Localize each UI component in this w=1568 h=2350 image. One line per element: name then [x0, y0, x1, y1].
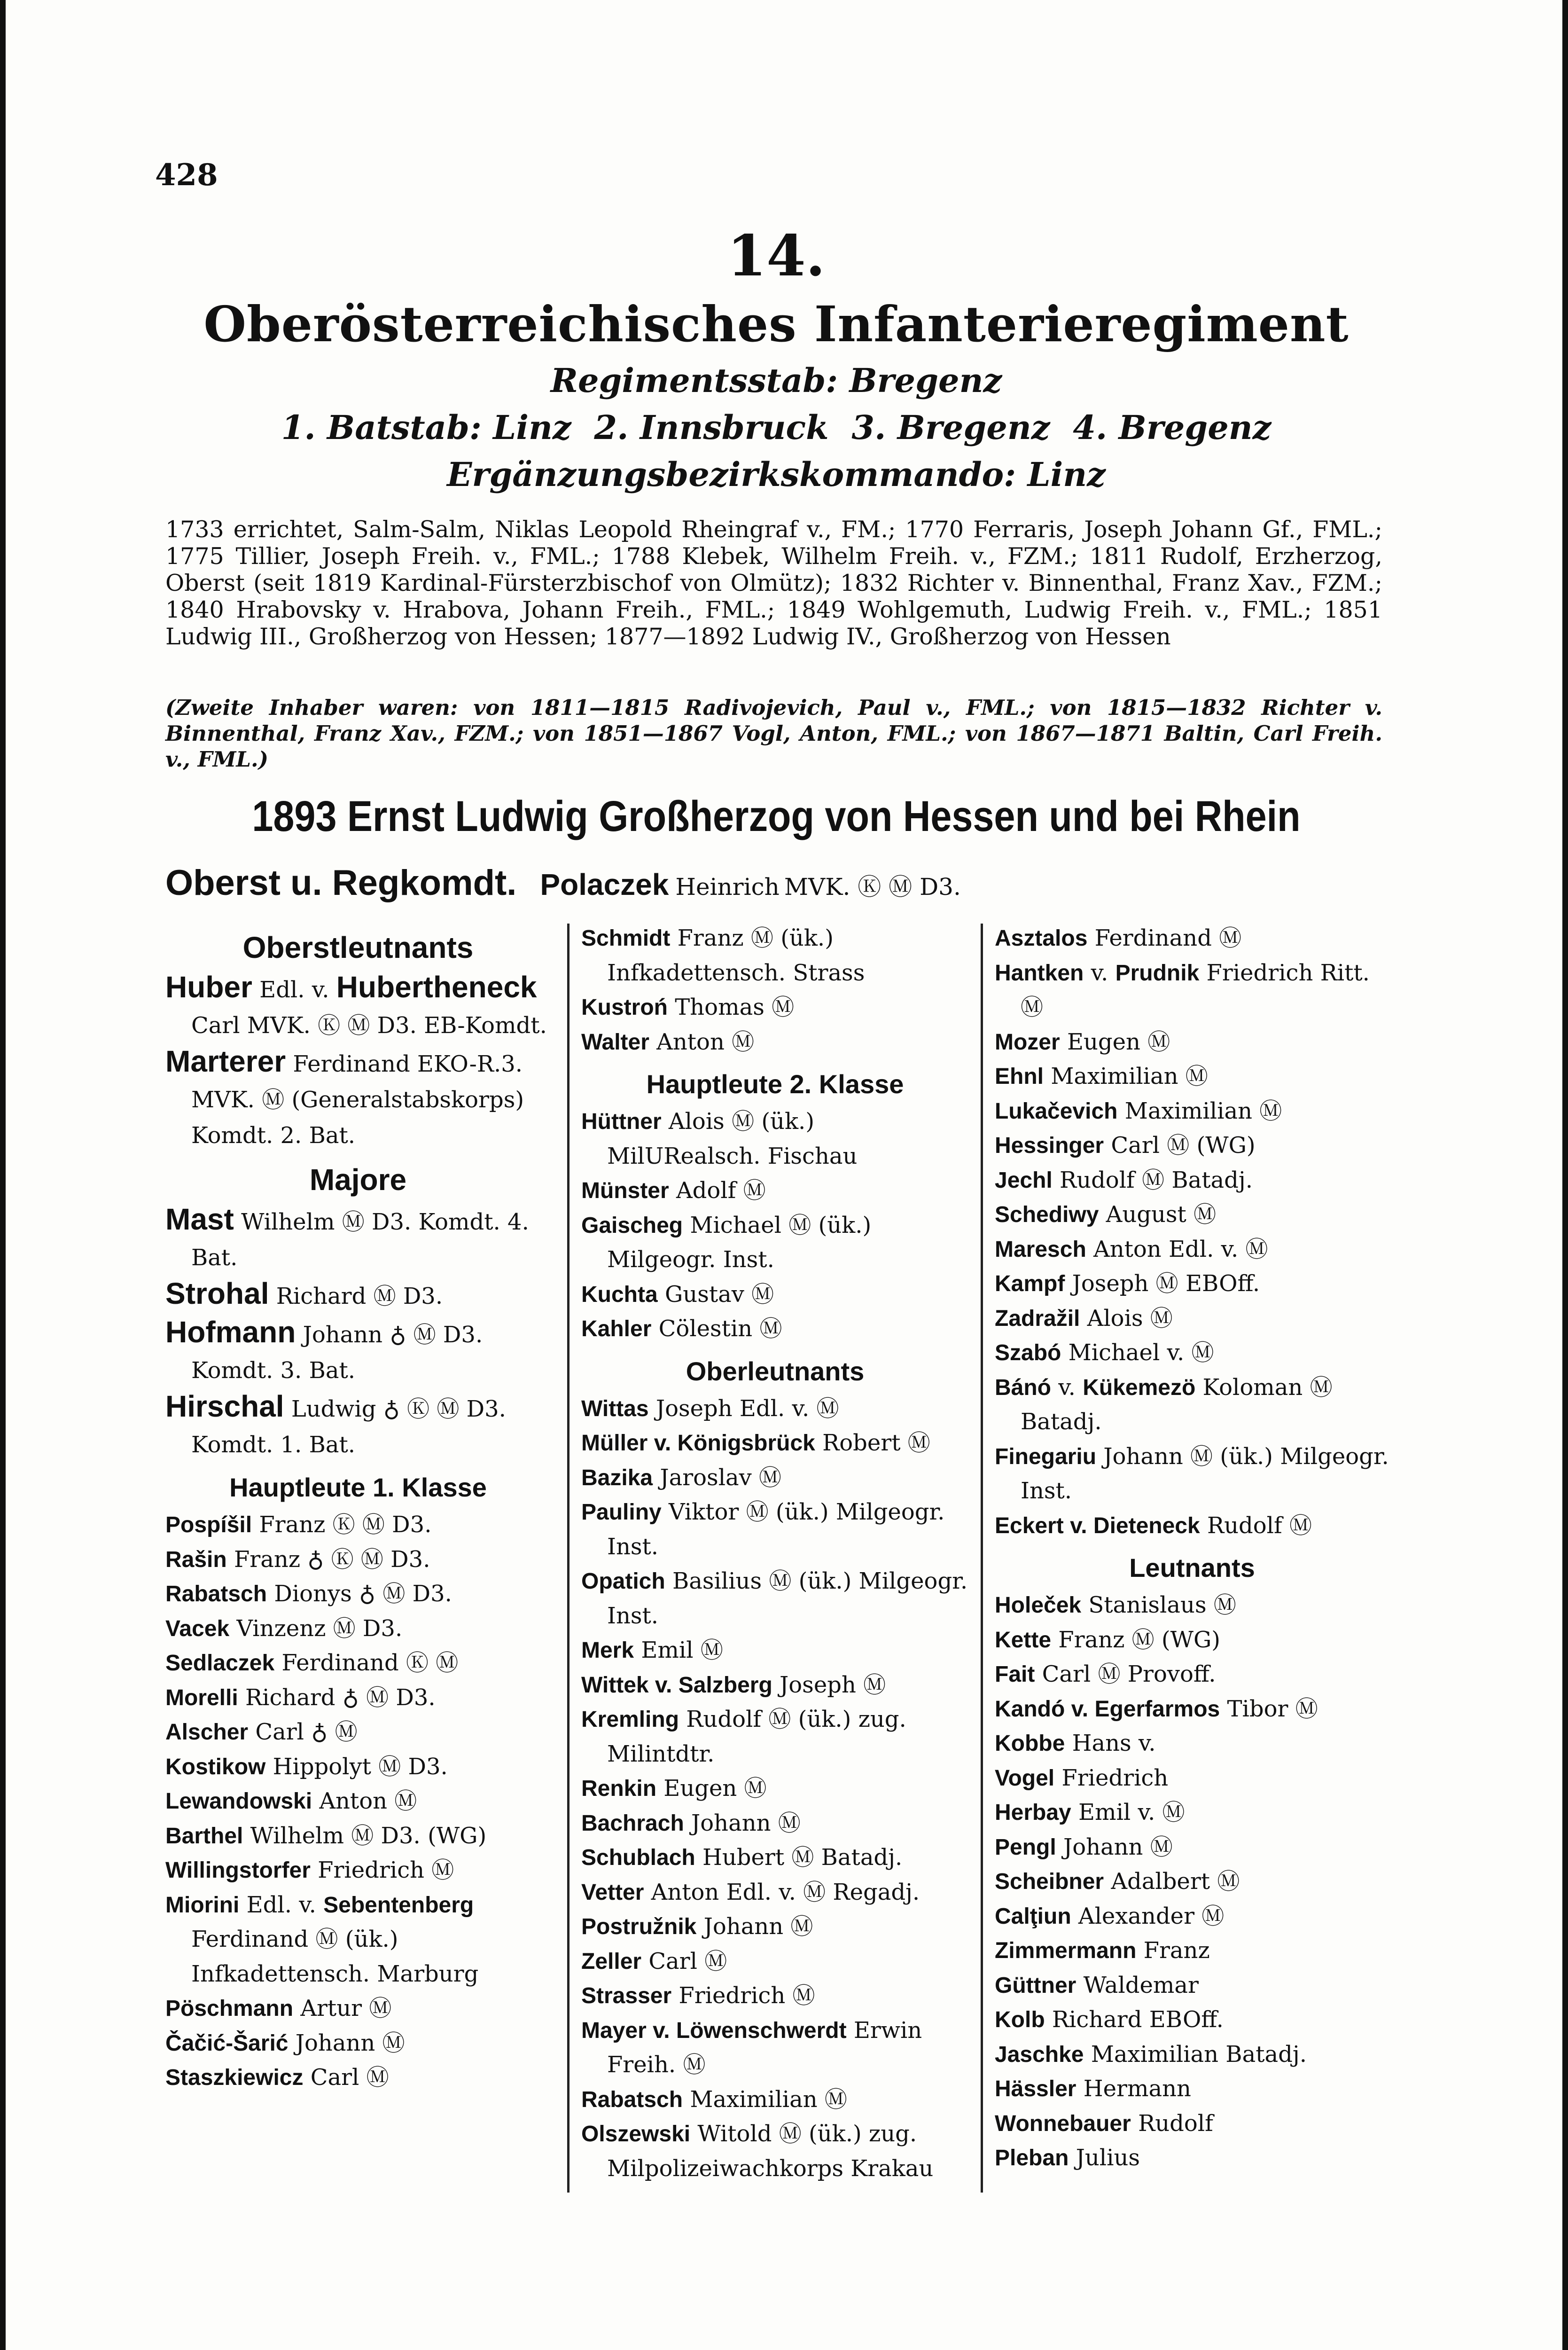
surname: Zadražil [995, 1306, 1080, 1331]
entry-details: Hans v. [1065, 1730, 1156, 1756]
roster-entry [995, 1128, 1389, 1163]
surname: Pöschmann [165, 1996, 294, 2021]
roster-entry [995, 1968, 1389, 2003]
entry-details-continued: Friedrich Ritt. Ⓜ [1021, 959, 1370, 1020]
roster-entry [165, 1543, 551, 1577]
ergaenzung-line: Ergänzungsbezirkskommando: Linz [447, 455, 1106, 494]
roster-entry [581, 1668, 969, 1703]
entry-details: Joseph Ⓜ EBOff. [1065, 1270, 1260, 1297]
regiment-title: Oberösterreichisches Infanterieregiment [203, 295, 1349, 353]
oberst-decorations: MVK. Ⓚ Ⓜ D3. [784, 873, 961, 901]
surname-predicate: Sebentenberg [323, 1892, 474, 1918]
surname: Fait [995, 1662, 1035, 1687]
roster-entry [581, 1979, 969, 2013]
roster-entry [995, 1588, 1389, 1623]
entry-details: Carl Ⓜ [303, 2064, 389, 2091]
surname: Kobbe [995, 1731, 1065, 1756]
surname: Willingstorfer [165, 1858, 311, 1883]
entry-details: Franz Ⓚ Ⓜ D3. [252, 1512, 432, 1538]
surname: Bánó [995, 1375, 1051, 1400]
surname: Mast [165, 1202, 234, 1236]
surname: Kahler [581, 1316, 652, 1341]
entry-details: Richard EBOff. [1045, 2006, 1224, 2033]
surname: Opatich [581, 1569, 665, 1594]
surname: Wittek v. Salzberg [581, 1672, 772, 1698]
regiment-number: 14. [727, 223, 826, 289]
roster-entry [165, 1276, 551, 1314]
section-heading: Leutnants [1129, 1553, 1255, 1582]
entry-details: Hippolyt Ⓜ D3. [265, 1753, 448, 1780]
entry-details: Edl. v. [239, 1891, 324, 1918]
surname: Zimmermann [995, 1938, 1137, 1963]
roster-entry [165, 1888, 551, 1992]
regiment-owner: 1893 Ernst Ludwig Großherzog von Hessen und bei Rhein [252, 792, 1301, 840]
surname: Rabatsch [581, 2087, 683, 2112]
roster-entry [165, 1784, 551, 1819]
entry-details: Friedrich Ⓜ [310, 1857, 454, 1883]
entry-details: Michael v. Ⓜ [1061, 1340, 1214, 1366]
roster-entry [581, 1806, 969, 1841]
roster-entry [995, 1509, 1389, 1543]
surname: Walter [581, 1029, 649, 1055]
entry-details: Alois Ⓜ (ük.) MilURealsch. Fischau [607, 1108, 858, 1169]
roster-entry [165, 1612, 551, 1646]
surname: Müller v. Königsbrück [581, 1431, 815, 1456]
section-heading: Oberstleutnants [242, 931, 474, 964]
roster-entry [995, 1440, 1389, 1509]
surname: Alscher [165, 1720, 249, 1745]
entry-details: Vinzenz Ⓜ D3. [229, 1615, 403, 1642]
roster-entry [995, 1830, 1389, 1865]
roster-entry [995, 2072, 1389, 2107]
roster-entry [581, 1426, 969, 1461]
entry-details: Tibor Ⓜ [1220, 1695, 1318, 1722]
entry-details: Eugen Ⓜ [656, 1775, 767, 1802]
section-heading: Oberleutnants [686, 1356, 865, 1386]
entry-details: Johann ♁ Ⓜ D3. Komdt. 3. Bat. [191, 1322, 483, 1384]
entry-details: Joseph Ⓜ [772, 1671, 886, 1698]
surname: Pleban [995, 2146, 1069, 2170]
roster-entry [581, 1025, 969, 1060]
entry-details: Robert Ⓜ [815, 1430, 930, 1456]
entry-details: Eugen Ⓜ [1060, 1028, 1170, 1055]
surname: Münster [581, 1178, 669, 1203]
entry-details: v. [1084, 959, 1116, 986]
roster-entry [165, 969, 551, 1043]
surname: Bachrach [581, 1810, 684, 1836]
entry-details: Friedrich [1054, 1764, 1169, 1791]
surname: Merk [581, 1638, 634, 1663]
roster-entry [581, 1461, 969, 1496]
entry-details: Friedrich Ⓜ [671, 1982, 815, 2009]
surname: Kolb [995, 2007, 1045, 2032]
roster-entry [995, 1094, 1389, 1129]
entry-details: Adalbert Ⓜ [1104, 1868, 1240, 1895]
entry-details: Wilhelm Ⓜ D3. Komdt. 4. Bat. [191, 1209, 529, 1271]
surname: Gaischeg [581, 1213, 683, 1238]
roster-entry [581, 1174, 969, 1208]
roster-entry [165, 2026, 551, 2061]
roster-entry [995, 1899, 1389, 1934]
entry-details: Maximilian Batadj. [1084, 2041, 1307, 2068]
entry-details: Maximilian Ⓜ [1117, 1097, 1282, 1124]
entry-details-continued: Carl MVK. Ⓚ Ⓜ D3. EB-Komdt. [191, 1012, 547, 1039]
entry-details: Viktor Ⓜ (ük.) Milgeogr. Inst. [607, 1499, 945, 1560]
roster-entry [165, 1819, 551, 1854]
entry-details: Rudolf Ⓜ (ük.) zug. Milintdtr. [607, 1706, 906, 1767]
roster-entry [581, 2013, 969, 2083]
entry-details: Ferdinand Ⓜ [1087, 925, 1242, 951]
batstab-line: 1. Batstab: Linz 2. Innsbruck 3. Bregenz 4. Bregenz [281, 408, 1272, 447]
entry-details: Witold Ⓜ (ük.) zug. Milpolizeiwachkorps Krakau [607, 2121, 934, 2182]
surname: Mozer [995, 1029, 1060, 1055]
surname: Wittas [581, 1396, 649, 1421]
surname: Huber [165, 970, 252, 1004]
roster-entry [995, 1864, 1389, 1899]
entry-details: Rudolf [1131, 2110, 1213, 2137]
entry-details: Anton Edl. v. Ⓜ Regadj. [644, 1879, 920, 1905]
surname: Bazika [581, 1465, 653, 1490]
roster-entry [995, 1726, 1389, 1761]
surname: Renkin [581, 1776, 657, 1801]
roster-entry [165, 1991, 551, 2026]
surname: Staszkiewicz [165, 2065, 304, 2090]
surname: Pauliny [581, 1500, 662, 1525]
entry-details: Julius [1069, 2145, 1140, 2171]
entry-details: Adolf Ⓜ [669, 1177, 766, 1204]
regiment-header [165, 221, 1387, 498]
entry-details: Richard ♁ Ⓜ D3. [238, 1684, 436, 1711]
roster-entry [581, 1633, 969, 1668]
roster-entry [581, 2117, 969, 2186]
second-owners-note: (Zweite Inhaber waren: von 1811—1815 Radivojevich, Paul v., FML.; von 1815—1832 Richter v. Binnenthal, Franz Xav., FZM.; von 1851—1867 Vogl, Anton, FML.; von 1867—1871 Baltin, Carl Freih. v., FML.) [165, 695, 1382, 772]
entry-details: Anton Ⓜ [649, 1028, 755, 1055]
regimentsstab-line: Regimentsstab: Bregenz [550, 361, 1002, 400]
roster-entry [581, 1875, 969, 1910]
page-number: 428 [155, 157, 218, 193]
roster-entry [995, 1692, 1389, 1727]
roster-entry [165, 1388, 551, 1463]
roster-entry [581, 990, 969, 1025]
surname-predicate: Hubertheneck [336, 970, 537, 1004]
roster-entry [995, 1267, 1389, 1301]
entry-details: Richard Ⓜ D3. [269, 1283, 443, 1309]
entry-details: Thomas Ⓜ [667, 994, 795, 1020]
roster-entry [581, 2083, 969, 2117]
roster-entry [995, 956, 1389, 1025]
roster-entry [165, 1750, 551, 1785]
roster-entry [995, 2037, 1389, 2072]
roster-entry [581, 1702, 969, 1771]
roster-entry [995, 2141, 1389, 2176]
surname: Sedlaczek [165, 1651, 275, 1676]
surname: Hüttner [581, 1109, 662, 1134]
roster-entry [995, 921, 1389, 956]
entry-details: Franz Ⓜ (ük.) Infkadettensch. Strass [607, 925, 865, 986]
roster-entry [581, 1495, 969, 1564]
roster-entry [165, 1577, 551, 1612]
entry-details: Wilhelm Ⓜ D3. (WG) [243, 1822, 487, 1849]
surname: Čačić-Šarić [165, 2030, 289, 2056]
surname: Postružnik [581, 1914, 697, 1939]
roster-entry [581, 1771, 969, 1806]
column-right [995, 921, 1389, 2176]
surname: Jaschke [995, 2042, 1084, 2067]
roster-entry [995, 1761, 1389, 1796]
roster-entry [581, 1208, 969, 1277]
entry-details: Maximilian Ⓜ [683, 2086, 847, 2113]
surname: Eckert v. Dieteneck [995, 1513, 1200, 1538]
entry-details: Rudolf Ⓜ [1200, 1512, 1312, 1539]
entry-details: Franz Ⓜ (WG) [1051, 1626, 1221, 1653]
surname: Kandó v. Egerfarmos [995, 1696, 1220, 1722]
surname: Schublach [581, 1845, 695, 1870]
roster-entry [995, 1301, 1389, 1336]
roster-entry [995, 1371, 1389, 1440]
surname: Hofmann [165, 1315, 296, 1349]
column-divider-right [981, 924, 983, 2193]
surname: Strohal [165, 1277, 269, 1310]
surname: Barthel [165, 1823, 243, 1849]
roster-entry [581, 1910, 969, 1944]
roster-entry [581, 1392, 969, 1426]
roster-entry [995, 1025, 1389, 1060]
entry-details: Emil v. Ⓜ [1071, 1799, 1185, 1825]
entry-details: Erwin Freih. Ⓜ [607, 2017, 922, 2078]
entry-details: Waldemar [1076, 1972, 1199, 1998]
entry-details-continued: Ferdinand Ⓜ (ük.) Infkadettensch. Marburg [191, 1926, 479, 1987]
roster-entry [581, 1312, 969, 1347]
surname: Schediwy [995, 1202, 1099, 1227]
surname-predicate: Prudnik [1115, 960, 1200, 986]
surname: Lewandowski [165, 1789, 312, 1814]
entry-details: Michael Ⓜ (ük.) Milgeogr. Inst. [607, 1212, 872, 1273]
roster-entry [995, 1657, 1389, 1692]
roster-entry [581, 1944, 969, 1979]
roster-entry [165, 1201, 551, 1276]
column-divider-left [567, 924, 569, 2193]
surname: Calţiun [995, 1904, 1071, 1929]
roster-entry [165, 1508, 551, 1543]
surname: Kampf [995, 1271, 1065, 1296]
surname: Finegariu [995, 1444, 1097, 1469]
roster-entry [165, 1043, 551, 1153]
entry-details: Hubert Ⓜ Batadj. [695, 1844, 903, 1871]
entry-details: Basilius Ⓜ (ük.) Milgeogr. Inst. [607, 1568, 968, 1629]
roster-entry [165, 1681, 551, 1716]
entry-details: Ferdinand Ⓚ Ⓜ [274, 1650, 459, 1676]
surname: Wonnebauer [995, 2111, 1131, 2136]
oberst-name: Polaczek [540, 868, 669, 901]
surname: Jechl [995, 1167, 1053, 1193]
oberst-label: Oberst u. Regkomdt. [165, 863, 517, 903]
entry-details: Rudolf Ⓜ Batadj. [1052, 1167, 1253, 1193]
surname: Lukačevich [995, 1098, 1118, 1124]
entry-details: Joseph Edl. v. Ⓜ [648, 1395, 839, 1422]
surname: Morelli [165, 1685, 238, 1710]
surname: Hantken [995, 960, 1084, 986]
section-heading: Hauptleute 1. Klasse [229, 1473, 487, 1502]
entry-details: Emil Ⓜ [634, 1637, 723, 1663]
surname: Maresch [995, 1237, 1086, 1262]
roster-entry [165, 1646, 551, 1681]
surname: Hässler [995, 2076, 1077, 2101]
roster-entry [581, 921, 969, 990]
surname: Holeček [995, 1593, 1082, 1618]
entry-details: Carl Ⓜ [641, 1948, 727, 1974]
roster-entry [581, 1841, 969, 1875]
surname: Kuchta [581, 1282, 658, 1307]
surname: Miorini [165, 1892, 240, 1918]
roster-entry [581, 1277, 969, 1312]
surname: Strasser [581, 1983, 672, 2008]
entry-details: Ferdinand EKO-R.3. MVK. Ⓜ (Generalstabskorps) Komdt. 2. Bat. [191, 1051, 524, 1149]
surname: Marterer [165, 1044, 286, 1078]
roster-entry [995, 1336, 1389, 1371]
entry-details: v. [1051, 1374, 1083, 1401]
section-heading: Hauptleute 2. Klasse [646, 1069, 904, 1099]
surname: Scheibner [995, 1869, 1104, 1894]
roster-entry [995, 2003, 1389, 2037]
roster-entry [995, 1059, 1389, 1094]
entry-details: Alexander Ⓜ [1071, 1903, 1225, 1929]
surname: Kremling [581, 1707, 679, 1732]
roster-entry [581, 1104, 969, 1174]
entry-details: Johann Ⓜ [288, 2029, 405, 2056]
entry-details: Edl. v. [252, 977, 336, 1003]
roster-entry [165, 2060, 551, 2095]
surname: Szabó [995, 1340, 1061, 1365]
surname: Kostikow [165, 1754, 266, 1779]
surname: Olszewski [581, 2122, 691, 2146]
surname: Rašin [165, 1547, 227, 1572]
roster-entry [995, 1198, 1389, 1232]
entry-details: Carl Ⓜ Provoff. [1035, 1661, 1216, 1687]
column-left [165, 921, 551, 2095]
entry-details: Johann Ⓜ [684, 1810, 801, 1836]
entry-details: Franz [1136, 1937, 1210, 1964]
surname: Vacek [165, 1616, 230, 1641]
surname: Güttner [995, 1973, 1077, 1998]
surname: Hessinger [995, 1133, 1104, 1158]
entry-details: Gustav Ⓜ [657, 1281, 774, 1308]
oberst-line [165, 862, 1434, 903]
surname: Ehnl [995, 1064, 1044, 1089]
roster-entry [995, 1163, 1389, 1198]
roster-entry [995, 1623, 1389, 1658]
surname: Rabatsch [165, 1582, 267, 1606]
roster-entry [165, 1715, 551, 1750]
regiment-history: 1733 errichtet, Salm-Salm, Niklas Leopold Rheingraf v., FM.; 1770 Ferraris, Joseph Johann Gf., FML.; 1775 Tillier, Joseph Freih. v., FML.; 1788 Klebek, Wilhelm Freih. v., FZM.; 1811 Rudolf, Erzherzog, Oberst (seit 1819 Kardinal-Fürsterzbischof von Olmütz); 1832 Richter v. Binnenthal, Franz Xav., FZM.; 1840 Hrabovsky v. Hrabova, Johann Freih., FML.; 1849 Wohlgemuth, Ludwig Freih. v., FML.; 1851 Ludwig III., Großherzog von Hessen; 1877—1892 Ludwig IV., Großherzog von Hessen [165, 516, 1382, 650]
entry-details: Dionys ♁ Ⓜ D3. [267, 1581, 452, 1607]
column-middle [581, 921, 969, 2186]
entry-details: Franz ♁ Ⓚ Ⓜ D3. [226, 1546, 430, 1573]
oberst-first-name: Heinrich [675, 873, 780, 901]
surname: Kustroń [581, 995, 668, 1020]
entry-details: Maximilian Ⓜ [1044, 1063, 1208, 1089]
entry-details: Hermann [1076, 2076, 1191, 2102]
entry-details-continued: Koloman Ⓜ Batadj. [1021, 1374, 1333, 1435]
surname: Vogel [995, 1765, 1055, 1791]
entry-details: Jaroslav Ⓜ [653, 1464, 782, 1491]
roster-entry [165, 1853, 551, 1888]
entry-details: Stanislaus Ⓜ [1081, 1592, 1236, 1618]
surname: Vetter [581, 1880, 644, 1905]
entry-details: Johann Ⓜ (ük.) Milgeogr. Inst. [1021, 1443, 1389, 1504]
surname: Pengl [995, 1834, 1056, 1860]
roster-entry [995, 2107, 1389, 2141]
surname-predicate: Kükemezö [1083, 1375, 1196, 1400]
surname: Schmidt [581, 926, 671, 951]
entry-details: Artur Ⓜ [293, 1995, 392, 2021]
surname: Hirschal [165, 1389, 284, 1423]
entry-details: Carl ♁ Ⓜ [248, 1719, 358, 1745]
entry-details: Anton Ⓜ [312, 1788, 417, 1814]
entry-details: Anton Edl. v. Ⓜ [1086, 1236, 1268, 1262]
entry-details: Carl Ⓜ (WG) [1104, 1132, 1256, 1159]
entry-details: Cölestin Ⓜ [651, 1316, 782, 1342]
entry-details: Alois Ⓜ [1080, 1305, 1173, 1332]
entry-details: Ludwig ♁ Ⓚ Ⓜ D3. Komdt. 1. Bat. [191, 1396, 506, 1458]
roster-entry [995, 1934, 1389, 1968]
roster-entry [995, 1795, 1389, 1830]
roster-entry [581, 1564, 969, 1633]
roster-entry [995, 1232, 1389, 1267]
roster-entry [165, 1314, 551, 1388]
surname: Zeller [581, 1949, 642, 1974]
entry-details: Johann Ⓜ [696, 1913, 813, 1940]
entry-details: Johann Ⓜ [1056, 1833, 1173, 1860]
section-heading: Majore [309, 1163, 407, 1197]
surname: Asztalos [995, 926, 1088, 951]
surname: Herbay [995, 1800, 1071, 1825]
surname: Kette [995, 1627, 1052, 1653]
entry-details: August Ⓜ [1099, 1201, 1217, 1228]
surname: Pospíšil [165, 1512, 252, 1537]
surname: Mayer v. Löwenschwerdt [581, 2018, 847, 2043]
